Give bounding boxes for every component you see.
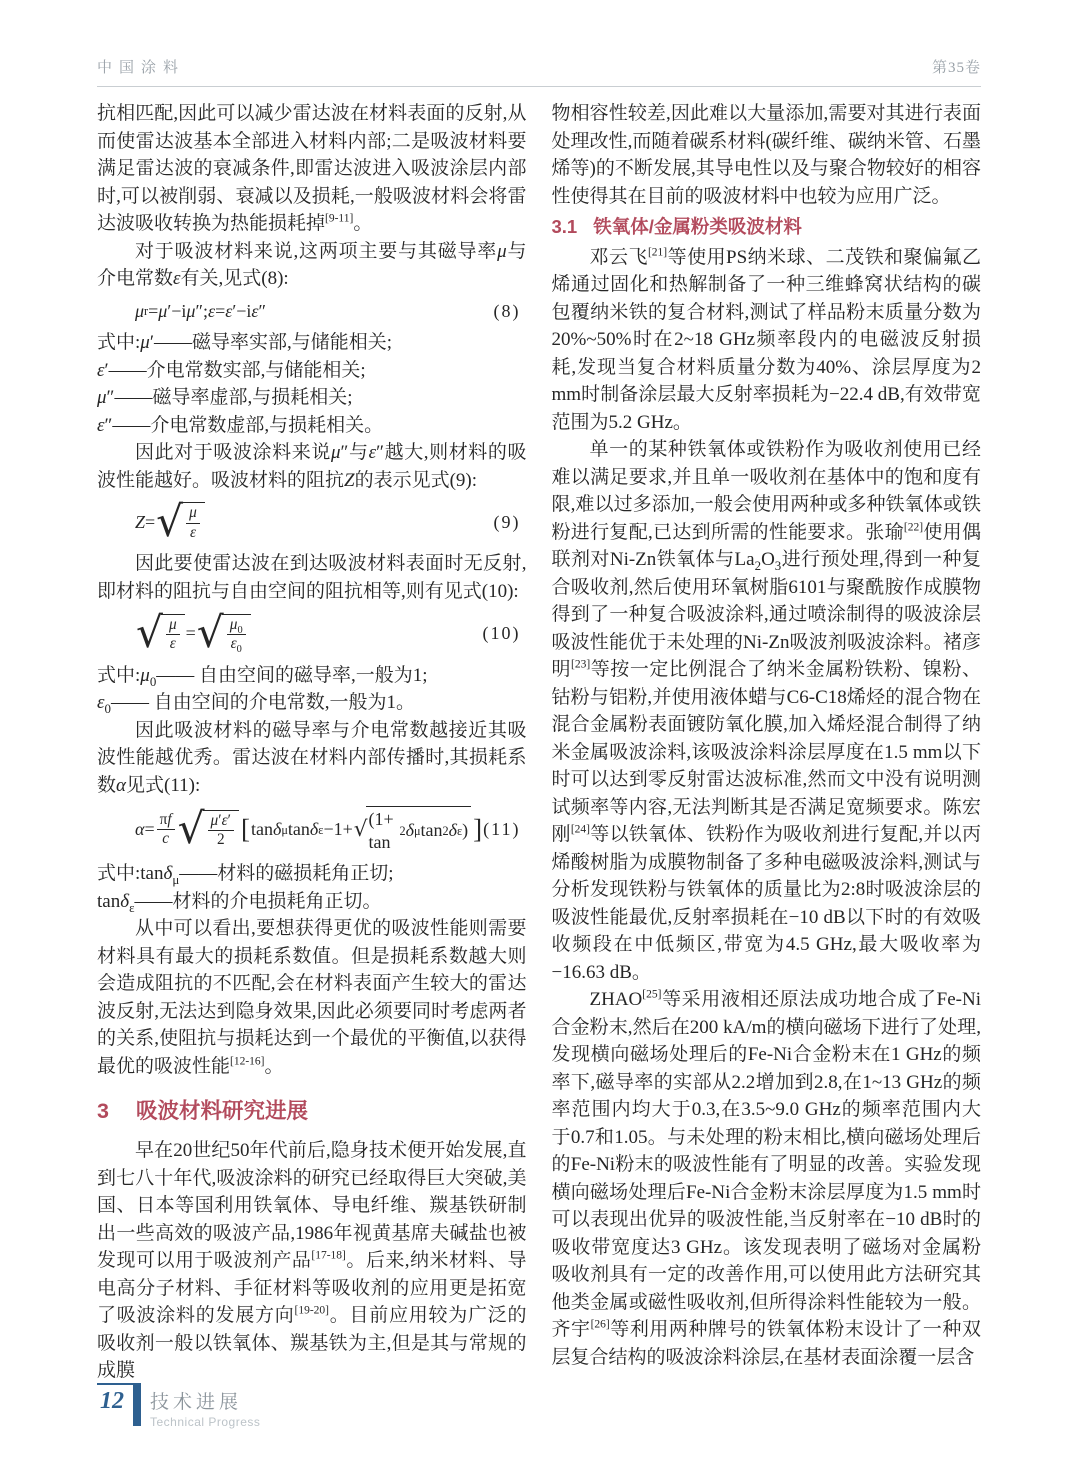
fraction: $\frac{\pi f}{c}$ (157, 811, 175, 849)
section-heading (97, 1098, 527, 1126)
paragraph: 早在20世纪50年代前后,隐身技术便开始发展,直到七八十年代,吸波涂料的研究已经取得巨大突破,美国、日本等国利用铁氧体、导电纤维、羰基铁研制出一些高效的吸波产品,1986年视黄基席夫碱盐也被发现可以用于吸波剂产品[17-18]。后来,纳米材料、导电高分子材料、手征材料等吸收剂的应用更是拓宽了吸波涂料的发展方向[19-20]。目前应用较为广泛的吸收剂一般以铁氧体、羰基铁为主,但是其与常规的成膜 (97, 1140, 527, 1382)
page-footer (97, 1383, 260, 1429)
footer-bar-divider (133, 1383, 141, 1426)
citation-ref: [21] (647, 246, 668, 259)
citation-ref: [25] (642, 988, 662, 1001)
paragraph: 邓云飞[21]等使用PS纳米球、二茂铁和聚偏氟乙烯通过固化和热解制备了一种三维蜂窝状结构的碳包覆纳米铁的复合材料,测试了样品粉末质量分数为20%~50%时在2~18 GHz频率段内的电磁波反射损耗,发现当复合材料质量分数为40%、涂层厚度为2 mm时制备涂层最大反射率损耗为−22.4 dB,有效带宽范围为5.2 GHz。 (551, 246, 981, 433)
volume-label: 第35卷 (931, 60, 981, 76)
paragraph: 从中可以看出,要想获得更优的吸波性能则需要材料具有最大的损耗系数值。但是损耗系数越大则会造成阻抗的不匹配,会在材料表面产生较大的雷达波反射,无法达到隐身效果,因此必须要同时考虑两者的关系,使阻抗与损耗达到一个最优的平衡值,以获得最优的吸波性能[12-16]。 (97, 918, 527, 1077)
radical: √ $\frac{\mu_0}{\varepsilon_0}$ (197, 612, 251, 654)
citation-ref: [26] (590, 1318, 610, 1331)
paragraph: tanδ$_\varepsilon$——材料的介电损耗角正切。 (97, 890, 382, 915)
paragraph: ε′——介电常数实部,与储能相关; (97, 359, 366, 381)
paragraph: ε″——介电常数虚部,与损耗相关。 (97, 414, 384, 436)
fraction: $\frac{\mu_0}{\varepsilon_0}$ (227, 616, 246, 654)
paragraph: 因此要使雷达波在到达吸波材料表面时无反射,即材料的阻抗与自由空间的阻抗相等,则有见式(10): (97, 553, 527, 602)
equation-body: α = $\frac{\pi f}{c}$ √ $\frac{\mu'\varepsilon'}{2}$ [ tan δ μ tan δ ε −1+ √ (1+ tan 2 δ μ tan 2 δ ε ) ] (135, 804, 483, 854)
footer-section-en: Technical Progress (150, 1415, 261, 1429)
citation-ref: [23] (571, 658, 591, 671)
fraction: $\frac{\mu}{\varepsilon}$ (186, 504, 200, 542)
paragraph: 抗相匹配,因此可以减少雷达波在材料表面的反射,从而使雷达波基本全部进入材料内部;二是吸波材料要满足雷达波的衰减条件,即雷达波进入吸波涂层内部时,可以被削弱、衰减以及损耗,一般吸波材料会将雷达波吸收转换为热能损耗掉[9-11]。 (97, 103, 527, 234)
page-header (97, 56, 981, 87)
heading-number: 3 (97, 1099, 109, 1124)
radical: √ $\frac{\mu}{\varepsilon}$ (156, 501, 205, 543)
equation (135, 300, 527, 323)
paragraph: 因此对于吸波涂料来说μ″与ε″越大,则材料的吸波性能越好。吸波材料的阻抗Z的表示见式(9): (97, 442, 527, 491)
right-column (552, 100, 982, 1385)
radical: √ (1+ tan 2 δ μ tan 2 δ ε ) (354, 806, 471, 853)
footer-labels (141, 1383, 260, 1429)
content-area (97, 100, 981, 1385)
equation-number: (10) (482, 623, 521, 644)
equation-body: √ $\frac{\mu}{\varepsilon}$ = √ $\frac{\mu_0}{\varepsilon_0}$ (135, 612, 252, 654)
paragraph: μ″——磁导率虚部,与损耗相关; (97, 387, 353, 408)
equation-body: μ r = μ ′−i μ ″; ε = ε ′−i ε ″ (135, 300, 266, 321)
radical: √ $\frac{\mu}{\varepsilon}$ (136, 612, 185, 654)
paragraph: 式中:μ′——磁导率实部,与储能相关; (97, 332, 393, 353)
heading-title: 吸波材料研究进展 (135, 1099, 308, 1124)
footer-section-cn: 技术进展 (150, 1392, 243, 1413)
paragraph: 式中:tanδ$_\mu$——材料的磁损耗角正切; (97, 863, 394, 887)
journal-title: 中国涂料 (97, 60, 186, 76)
equation-number: (9) (493, 511, 521, 532)
left-column (97, 100, 527, 1385)
radical: √ $\frac{\mu'\varepsilon'}{2}$ (178, 808, 239, 850)
paragraph: 因此吸波材料的磁导率与介电常数越接近其吸波性能越优秀。雷达波在材料内部传播时,其损耗系数α见式(11): (97, 719, 527, 796)
citation-ref: [12-16] (230, 1055, 265, 1068)
heading-number: 3.1 (551, 216, 578, 237)
citation-ref: [24] (570, 823, 590, 836)
equation-number: (8) (493, 300, 521, 321)
fraction: $\frac{\mu}{\varepsilon}$ (166, 616, 180, 654)
subsection-heading (552, 213, 982, 241)
equation-body: Z = √ $\frac{\mu}{\varepsilon}$ (135, 501, 206, 543)
paragraph: 式中$:\mu_0——$ 自由空间的磁导率,一般为1; (97, 664, 428, 689)
citation-ref: [19-20] (294, 1304, 329, 1317)
paragraph: 单一的某种铁氧体或铁粉作为吸收剂使用已经难以满足要求,并且单一吸收剂在基体中的饱和度有限,难以过多添加,一般会使用两种或多种铁氧体或铁粉进行复配,已达到所需的性能要求。张瑜[22]使用偶联剂对Ni-Zn铁氧体与$La_2O_3$进行预处理,得到一种复合吸收剂,然后使用环氧树脂6101与聚酰胺作成膜物得到了一种复合吸波涂料,通过喷涂制得的吸波涂层吸波性能优于未处理的Ni-Zn吸波剂吸波涂料。褚彦明[23]等按一定比例混合了纳米金属粉铁粉、镍粉、钴粉与铝粉,并使用液体蜡与C6-C18烯烃的混合物在混合金属粉表面镀防氧化膜,加入烯烃混合制得了纳米金属吸波涂料,该吸波涂料涂层厚度在1.5 mm以下时可以达到零反射雷达波标准,然而文中没有说明测试频率等内容,无法判断其是否满足宽频要求。陈宏刚[24]等以铁氧体、铁粉作为吸收剂进行复配,并以丙烯酸树脂为成膜物制备了多种电磁吸波涂料,测试与分析发现铁粉与铁氧体的质量比为2:8时吸波涂层的吸波性能最优,反射率损耗在−10 dB以下时的有效吸收频段在中低频区,带宽为4.5 GHz,最大吸收率为−16.63 dB。 (551, 439, 981, 983)
equation-number: (11) (483, 819, 521, 840)
citation-ref: [22] (903, 521, 924, 534)
heading-title: 铁氧体/金属粉类吸波材料 (593, 216, 802, 237)
equation (135, 806, 527, 853)
paragraph: $\varepsilon_0——$ 自由空间的介电常数,一般为1。 (97, 692, 415, 716)
equation (135, 497, 527, 546)
fraction: $\frac{\mu'\varepsilon'}{2}$ (208, 812, 234, 850)
citation-ref: [9-11] (325, 212, 354, 225)
paragraph: 物相容性较差,因此难以大量添加,需要对其进行表面处理改性,而随着碳系材料(碳纤维、碳纳米管、石墨烯等)的不断发展,其导电性以及与聚合物较好的相容性使得其在目前的吸波材料中也较为应用广泛。 (551, 103, 981, 207)
page-number: 12 (100, 1388, 124, 1414)
paragraph: 对于吸波材料来说,这两项主要与其磁导率μ与介电常数ε有关,见式(8): (97, 240, 527, 289)
equation (135, 608, 527, 658)
paragraph: ZHAO[25]等采用液相还原法成功地合成了Fe-Ni合金粉末,然后在200 kA/m的横向磁场下进行了处理,发现横向磁场处理后的Fe-Ni合金粉末在1 GHz的频率下,磁导率的实部从2.2增加到2.8,在1~13 GHz的频率范围内均大于0.3,在3.5~9.0 GHz的频率范围内大于0.7和1.05。与未处理的粉末相比,横向磁场处理后的Fe-Ni粉末的吸波性能有了明显的改善。实验发现横向磁场处理后Fe-Ni合金粉末涂层厚度为1.5 mm时可以表现出优异的吸波性能,当反射率在−10 dB时的吸收带宽度达3 GHz。该发现表明了磁场对金属粉吸收剂具有一定的改善作用,可以使用此方法研究其他类金属或磁性吸收剂,但所得涂料性能较为一般。齐宇[26]等利用两种牌号的铁氧体粉末设计了一种双层复合结构的吸波涂料涂层,在基材表面涂覆一层含 (551, 988, 981, 1368)
citation-ref: [17-18] (311, 1249, 346, 1262)
page-number-box (97, 1383, 133, 1415)
